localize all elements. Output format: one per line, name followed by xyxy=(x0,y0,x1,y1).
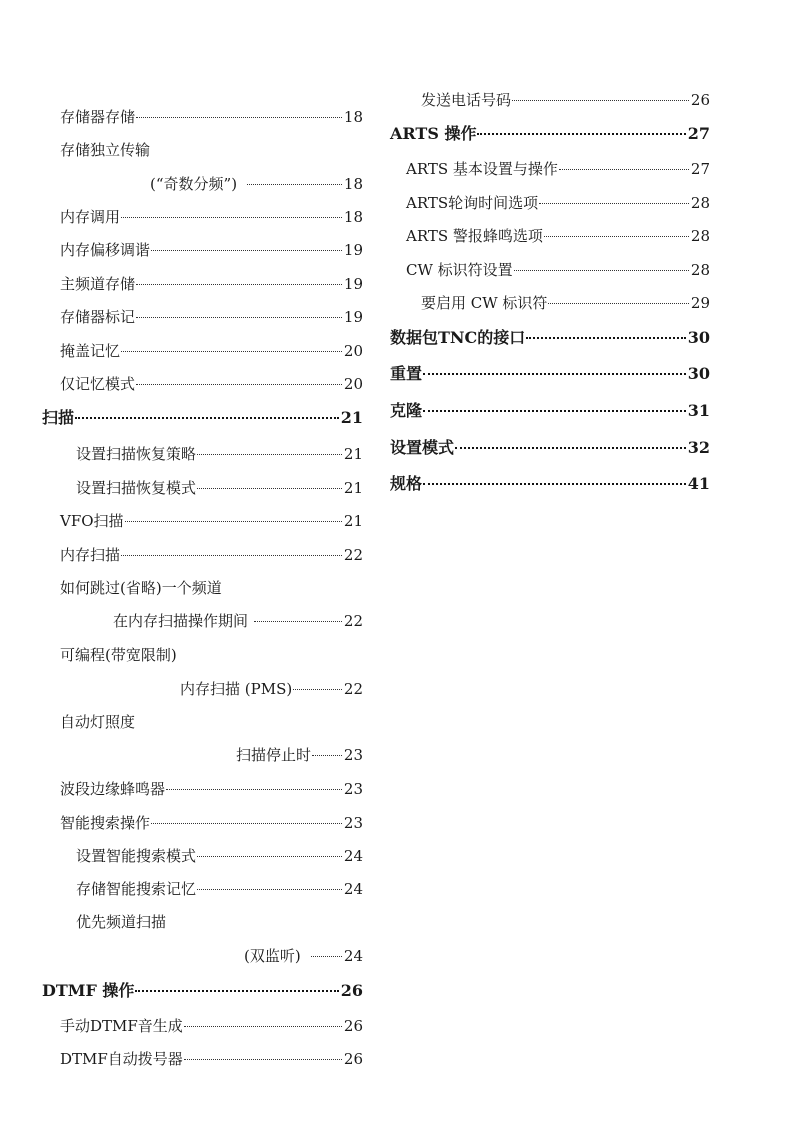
toc-entry-page: 20 xyxy=(343,342,363,360)
toc-leader xyxy=(514,270,689,271)
toc-section-page: 26 xyxy=(340,981,363,1000)
toc-leader xyxy=(136,117,342,118)
toc-leader xyxy=(184,1026,342,1027)
toc-leader xyxy=(151,250,342,251)
toc-entry[interactable] xyxy=(60,578,222,598)
toc-entry-title: 手动DTMF音生成 xyxy=(60,1017,183,1035)
toc-leader xyxy=(559,169,689,170)
toc-entry[interactable] xyxy=(406,226,710,246)
toc-entry-page: 22 xyxy=(343,546,363,564)
toc-section-page: 31 xyxy=(687,401,710,420)
toc-section-page: 41 xyxy=(687,474,710,493)
toc-entry-continuation[interactable] xyxy=(236,745,363,765)
toc-section[interactable] xyxy=(390,124,710,144)
toc-entry-continuation[interactable] xyxy=(244,946,363,966)
toc-entry-page: 24 xyxy=(343,847,363,865)
toc-section[interactable] xyxy=(42,981,363,1001)
toc-entry-title: 智能搜索操作 xyxy=(60,814,151,832)
toc-section-page: 30 xyxy=(687,364,710,383)
toc-entry-title: 存储器存储 xyxy=(60,108,136,126)
toc-leader xyxy=(197,889,342,890)
toc-leader xyxy=(136,384,342,385)
toc-entry[interactable] xyxy=(60,813,363,833)
toc-entry-page: 23 xyxy=(343,780,363,798)
toc-entry-title: 存储独立传输 xyxy=(60,141,151,159)
toc-entry-title: 内存偏移调谐 xyxy=(60,241,151,259)
toc-leader xyxy=(125,521,342,522)
toc-entry-title: 优先频道扫描 xyxy=(76,913,167,931)
toc-leader xyxy=(423,483,686,485)
toc-leader xyxy=(121,555,342,556)
toc-leader xyxy=(184,1059,342,1060)
toc-leader xyxy=(293,689,342,690)
toc-entry-page: 23 xyxy=(343,814,363,832)
toc-entry-page: 24 xyxy=(343,880,363,898)
toc-entry-page: 22 xyxy=(343,680,363,698)
toc-subentry[interactable] xyxy=(76,879,363,899)
toc-entry[interactable] xyxy=(60,140,150,160)
toc-subentry[interactable] xyxy=(76,444,363,464)
toc-entry-title: 波段边缘蜂鸣器 xyxy=(60,780,166,798)
toc-entry-page: 21 xyxy=(343,512,363,530)
toc-entry-page: 27 xyxy=(690,160,710,178)
toc-entry[interactable] xyxy=(406,193,710,213)
toc-subentry[interactable] xyxy=(76,912,166,932)
toc-leader xyxy=(121,351,342,352)
toc-entry-title: 主频道存储 xyxy=(60,275,136,293)
toc-entry[interactable] xyxy=(60,374,363,394)
toc-entry[interactable] xyxy=(60,511,363,531)
toc-leader xyxy=(477,133,685,135)
toc-section-title: 克隆 xyxy=(390,401,423,420)
toc-entry-page: 24 xyxy=(343,947,363,965)
toc-section-page: 30 xyxy=(687,328,710,347)
toc-entry-title: 内存扫描 xyxy=(60,546,121,564)
toc-section-title: DTMF 操作 xyxy=(42,981,135,1000)
toc-section-title: ARTS 操作 xyxy=(390,124,477,143)
toc-leader xyxy=(151,823,342,824)
toc-entry-page: 23 xyxy=(343,746,363,764)
toc-entry[interactable] xyxy=(60,645,177,665)
toc-entry-title: (“奇数分频”) xyxy=(150,175,238,193)
toc-entry-title: VFO扫描 xyxy=(60,512,124,530)
toc-subentry[interactable] xyxy=(421,90,710,110)
toc-leader xyxy=(544,236,689,237)
toc-entry-continuation[interactable] xyxy=(180,679,363,699)
toc-section-page: 32 xyxy=(687,438,710,457)
toc-entry[interactable] xyxy=(60,240,363,260)
toc-leader xyxy=(247,184,342,185)
toc-leader xyxy=(197,488,342,489)
toc-entry-title: DTMF自动拨号器 xyxy=(60,1050,183,1068)
toc-entry-page: 19 xyxy=(343,241,363,259)
toc-entry-title: 可编程(带宽限制) xyxy=(60,646,177,664)
toc-leader xyxy=(136,284,342,285)
toc-entry[interactable] xyxy=(60,274,363,294)
toc-entry-title: 内存调用 xyxy=(60,208,121,226)
toc-section[interactable] xyxy=(390,438,710,458)
toc-entry-page: 18 xyxy=(343,175,363,193)
toc-entry[interactable] xyxy=(60,341,363,361)
toc-leader xyxy=(312,755,342,756)
toc-section[interactable] xyxy=(390,474,710,494)
toc-leader xyxy=(455,447,686,449)
toc-entry-page: 18 xyxy=(343,208,363,226)
toc-leader xyxy=(539,203,689,204)
toc-entry-title: 仅记忆模式 xyxy=(60,375,136,393)
toc-section-title: 扫描 xyxy=(42,408,75,427)
toc-subentry[interactable] xyxy=(76,478,363,498)
toc-entry-title: 掩盖记忆 xyxy=(60,342,121,360)
toc-leader xyxy=(121,217,342,218)
toc-entry-title: 设置扫描恢复模式 xyxy=(76,479,197,497)
toc-leader xyxy=(311,956,342,957)
toc-leader xyxy=(197,454,342,455)
toc-entry-page: 18 xyxy=(343,108,363,126)
toc-entry-page: 28 xyxy=(690,227,710,245)
toc-entry-title: ARTS 警报蜂鸣选项 xyxy=(406,227,543,245)
toc-section[interactable] xyxy=(390,364,710,384)
toc-entry-page: 19 xyxy=(343,275,363,293)
toc-entry-page: 26 xyxy=(343,1017,363,1035)
toc-leader xyxy=(512,100,689,101)
toc-leader xyxy=(135,990,338,992)
toc-leader xyxy=(423,373,686,375)
toc-entry[interactable] xyxy=(60,779,363,799)
toc-entry-title: (双监听) xyxy=(244,947,301,965)
toc-entry-page: 26 xyxy=(690,91,710,109)
toc-entry[interactable] xyxy=(60,307,363,327)
toc-section[interactable] xyxy=(390,401,710,421)
toc-entry-title: 内存扫描 (PMS) xyxy=(180,680,293,698)
toc-entry-title: ARTS轮询时间选项 xyxy=(406,194,539,212)
toc-entry[interactable] xyxy=(60,712,135,732)
toc-entry-continuation[interactable] xyxy=(113,611,363,631)
toc-entry-title: 在内存扫描操作期间 xyxy=(113,612,249,630)
toc-entry-title: 要启用 CW 标识符 xyxy=(421,294,548,312)
toc-subentry[interactable] xyxy=(421,293,710,313)
toc-entry[interactable] xyxy=(60,1016,363,1036)
toc-leader xyxy=(136,317,342,318)
toc-entry-title: ARTS 基本设置与操作 xyxy=(406,160,558,178)
toc-leader xyxy=(526,337,685,339)
toc-leader xyxy=(166,789,342,790)
toc-entry[interactable] xyxy=(406,260,710,280)
toc-entry-title: 存储智能搜索记忆 xyxy=(76,880,197,898)
toc-entry-page: 28 xyxy=(690,261,710,279)
toc-entry[interactable] xyxy=(60,545,363,565)
toc-section-title: 设置模式 xyxy=(390,438,455,457)
toc-leader xyxy=(423,410,686,412)
toc-section-page: 21 xyxy=(340,408,363,427)
toc-section[interactable] xyxy=(42,408,363,428)
toc-section[interactable] xyxy=(390,328,710,348)
toc-leader xyxy=(548,303,688,304)
toc-entry-title: 自动灯照度 xyxy=(60,713,136,731)
toc-section-title: 重置 xyxy=(390,364,423,383)
toc-entry-title: 发送电话号码 xyxy=(421,91,512,109)
toc-entry-page: 29 xyxy=(690,294,710,312)
toc-entry-page: 28 xyxy=(690,194,710,212)
toc-leader xyxy=(254,621,342,622)
toc-entry-page: 21 xyxy=(343,445,363,463)
toc-entry-title: CW 标识符设置 xyxy=(406,261,513,279)
toc-entry-page: 22 xyxy=(343,612,363,630)
toc-leader xyxy=(197,856,342,857)
toc-subentry[interactable] xyxy=(76,846,363,866)
toc-entry-page: 26 xyxy=(343,1050,363,1068)
toc-entry[interactable] xyxy=(60,207,363,227)
toc-section-title: 规格 xyxy=(390,474,423,493)
toc-entry-title: 设置智能搜索模式 xyxy=(76,847,197,865)
toc-entry-page: 19 xyxy=(343,308,363,326)
toc-entry-page: 20 xyxy=(343,375,363,393)
toc-entry-continuation[interactable] xyxy=(150,174,363,194)
toc-entry-title: 存储器标记 xyxy=(60,308,136,326)
toc-entry-page: 21 xyxy=(343,479,363,497)
toc-section-page: 27 xyxy=(687,124,710,143)
toc-entry-title: 如何跳过(省略)一个频道 xyxy=(60,579,222,597)
toc-entry[interactable] xyxy=(406,159,710,179)
toc-entry-title: 扫描停止时 xyxy=(236,746,312,764)
toc-entry-title: 设置扫描恢复策略 xyxy=(76,445,197,463)
toc-entry[interactable] xyxy=(60,1049,363,1069)
toc-section-title: 数据包TNC的接口 xyxy=(390,328,526,347)
toc-leader xyxy=(75,417,339,419)
toc-entry[interactable] xyxy=(60,107,363,127)
